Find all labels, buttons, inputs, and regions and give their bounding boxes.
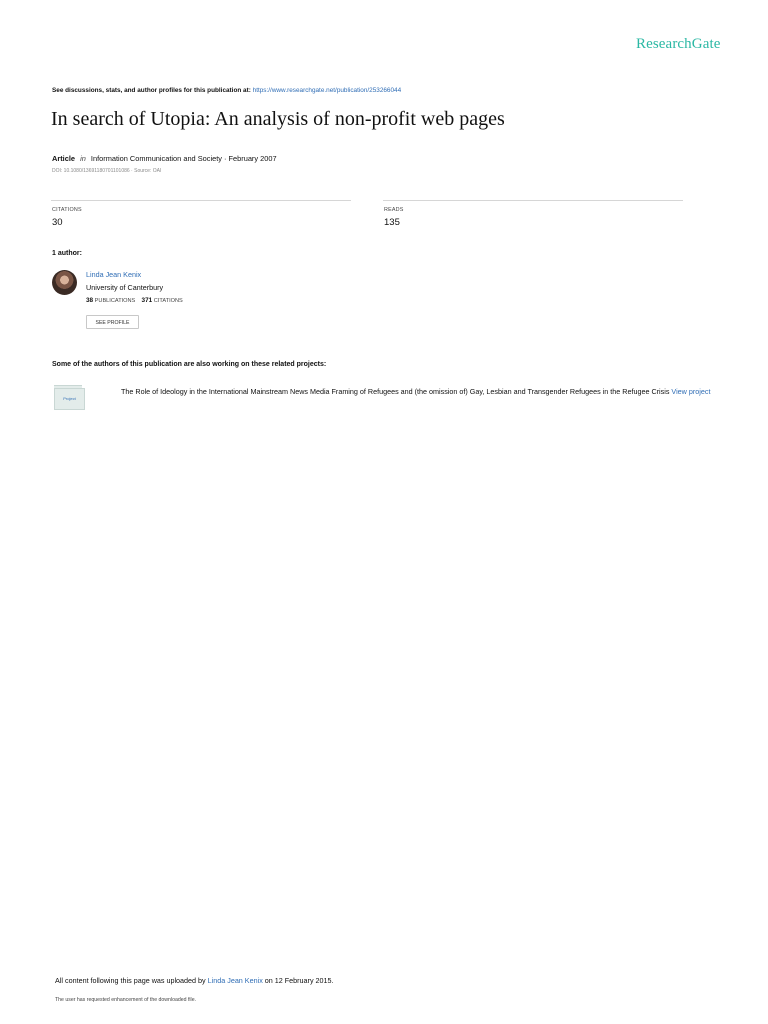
reads-divider (383, 200, 683, 201)
see-profile-button[interactable]: SEE PROFILE (86, 315, 139, 329)
publication-url-link[interactable]: https://www.researchgate.net/publication/253266044 (252, 87, 402, 94)
authors-heading: 1 author: (52, 250, 82, 257)
doi-line: DOI: 10.1080/13691180701101086 · Source: OAI (52, 168, 162, 174)
project-thumbnail[interactable]: Project (54, 388, 85, 410)
author-stats (86, 297, 183, 304)
view-project-link[interactable]: View project (671, 387, 711, 396)
citations-label: CITATIONS (52, 207, 82, 213)
page-title: In search of Utopia: An analysis of non-profit web pages (51, 108, 505, 130)
enhancement-note: The user has requested enhancement of the downloaded file. (55, 997, 197, 1003)
uploader-link[interactable]: Linda Jean Kenix (207, 976, 263, 985)
author-publications-label: PUBLICATIONS (94, 298, 136, 304)
author-institution: University of Canterbury (86, 283, 164, 292)
upload-suffix: on 12 February 2015. (264, 976, 334, 985)
project-description (121, 386, 711, 398)
author-publications-count: 38 (86, 297, 94, 304)
researchgate-logo[interactable]: ResearchGate (636, 36, 721, 52)
author-citations-label: CITATIONS (153, 298, 183, 304)
reads-count: 135 (384, 217, 400, 228)
publication-in: in (80, 154, 86, 163)
citations-divider (51, 200, 351, 201)
upload-prefix: All content following this page was uploaded by (55, 976, 206, 985)
reads-label: READS (384, 207, 404, 213)
discussion-text: See discussions, stats, and author profiles for this publication at: (52, 87, 251, 94)
discussion-line (52, 87, 401, 94)
author-citations-count: 371 (141, 297, 153, 304)
project-title: The Role of Ideology in the International Mainstream News Media Framing of Refugees and (the omission of) Gay, Lesbian and Transgender Refugees in the Refugee Crisis (121, 387, 670, 396)
related-projects-heading: Some of the authors of this publication are also working on these related projects: (52, 361, 327, 368)
upload-notice (55, 976, 334, 985)
publication-type: Article (52, 154, 76, 163)
author-name-link[interactable]: Linda Jean Kenix (86, 270, 142, 279)
avatar[interactable] (52, 270, 77, 295)
publication-meta (52, 154, 277, 163)
citations-count: 30 (52, 217, 63, 228)
journal-name: Information Communication and Society · February 2007 (90, 154, 277, 163)
